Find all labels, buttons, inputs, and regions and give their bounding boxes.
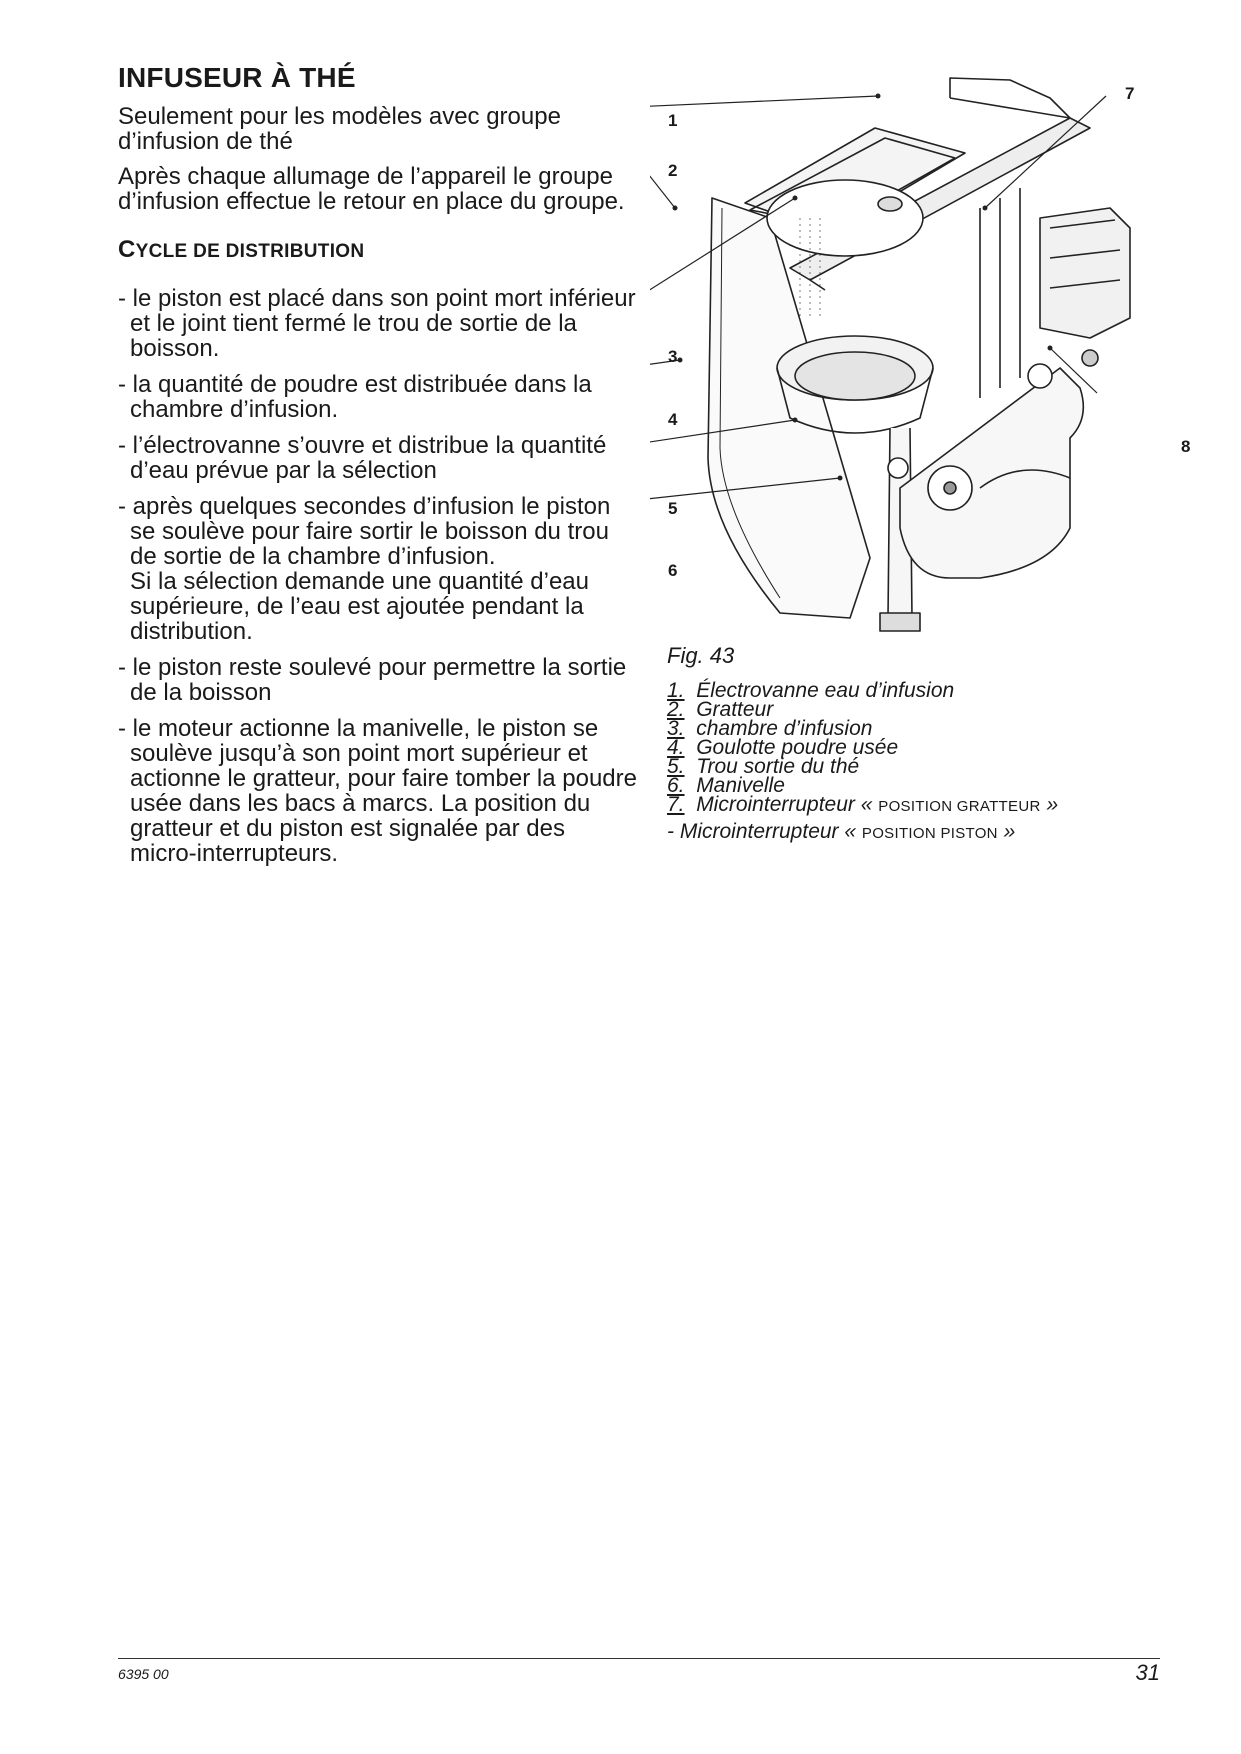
page-number: 31 <box>1135 1660 1160 1685</box>
callout-5: 5 <box>668 499 678 518</box>
figure-legend <box>667 681 1107 843</box>
callout-3: 3 <box>668 347 678 366</box>
intro-paragraph: Seulement pour les modèles avec groupe d’infusion de thé <box>118 103 561 155</box>
step-item: - l’électrovanne s’ouvre et distribue la quantité d’eau prévue par la sélection <box>118 432 607 484</box>
figure-label: Fig. 43 <box>667 643 735 668</box>
tea-infuser-drawing <box>650 58 1210 658</box>
callout-7: 7 <box>1125 84 1135 103</box>
step-extra-note: Si la sélection demande une quantité d’eau supérieure, de l’eau est ajoutée pendant la distribution. <box>130 568 589 645</box>
section-title: CYCLE DE DISTRIBUTION <box>118 236 365 263</box>
step-item: - le piston reste soulevé pour permettre la sortie de la boisson <box>118 654 627 706</box>
tea-infuser-figure <box>650 58 1210 658</box>
figure-caption <box>667 643 1107 843</box>
legend-item: 3. chambre d’infusion <box>667 717 873 740</box>
legend-item: 4. Goulotte poudre usée <box>667 736 899 759</box>
callout-1: 1 <box>668 111 678 130</box>
step-item: - la quantité de poudre est distribuée dans la chambre d’infusion. <box>118 371 592 423</box>
callout-4: 4 <box>668 410 678 429</box>
document-code: 6395 00 <box>118 1666 169 1682</box>
legend-item: 2. Gratteur <box>667 698 774 721</box>
step-item: - le piston est placé dans son point mort inférieur et le joint tient fermé le trou de sortie de la boisson. <box>118 285 636 362</box>
legend-item: 6. Manivelle <box>667 774 785 797</box>
distribution-steps <box>118 286 638 866</box>
callout-8: 8 <box>1181 437 1191 456</box>
callout-2: 2 <box>668 161 678 180</box>
intro-paragraph: Après chaque allumage de l’appareil le groupe d’infusion effectue le retour en place du groupe. <box>118 163 625 215</box>
legend-item: 1. Électrovanne eau d’infusion <box>667 679 955 702</box>
page-title: INFUSEUR À THÉ <box>118 62 356 93</box>
main-text-column <box>118 62 638 877</box>
legend-item: 7. Microinterrupteur « POSITION GRATTEUR » <box>667 793 1059 816</box>
footer-divider <box>118 1658 1160 1659</box>
intro <box>118 104 638 214</box>
step-item: - après quelques secondes d’infusion le piston se soulève pour faire sortir le boisson du trou de sortie de la chambre d’infusion. Si la sélection demande une quantité d’eau supérieure, de l’eau est ajoutée pendant la distribution. <box>118 494 638 644</box>
callout-6: 6 <box>668 561 678 580</box>
leader-line-1 <box>650 96 878 108</box>
legend-item: 5. Trou sortie du thé <box>667 755 860 778</box>
step-item: - le moteur actionne la manivelle, le piston se soulève jusqu’à son point mort supérieur et actionne le gratteur, pour faire tomber la poudre usée dans les bacs à marcs. La position du gratteur et du piston est signalée par des micro-interrupteurs. <box>118 715 637 867</box>
leader-line-7 <box>985 96 1106 208</box>
legend-extra-item: - Microinterrupteur « POSITION PISTON » <box>667 820 1016 843</box>
